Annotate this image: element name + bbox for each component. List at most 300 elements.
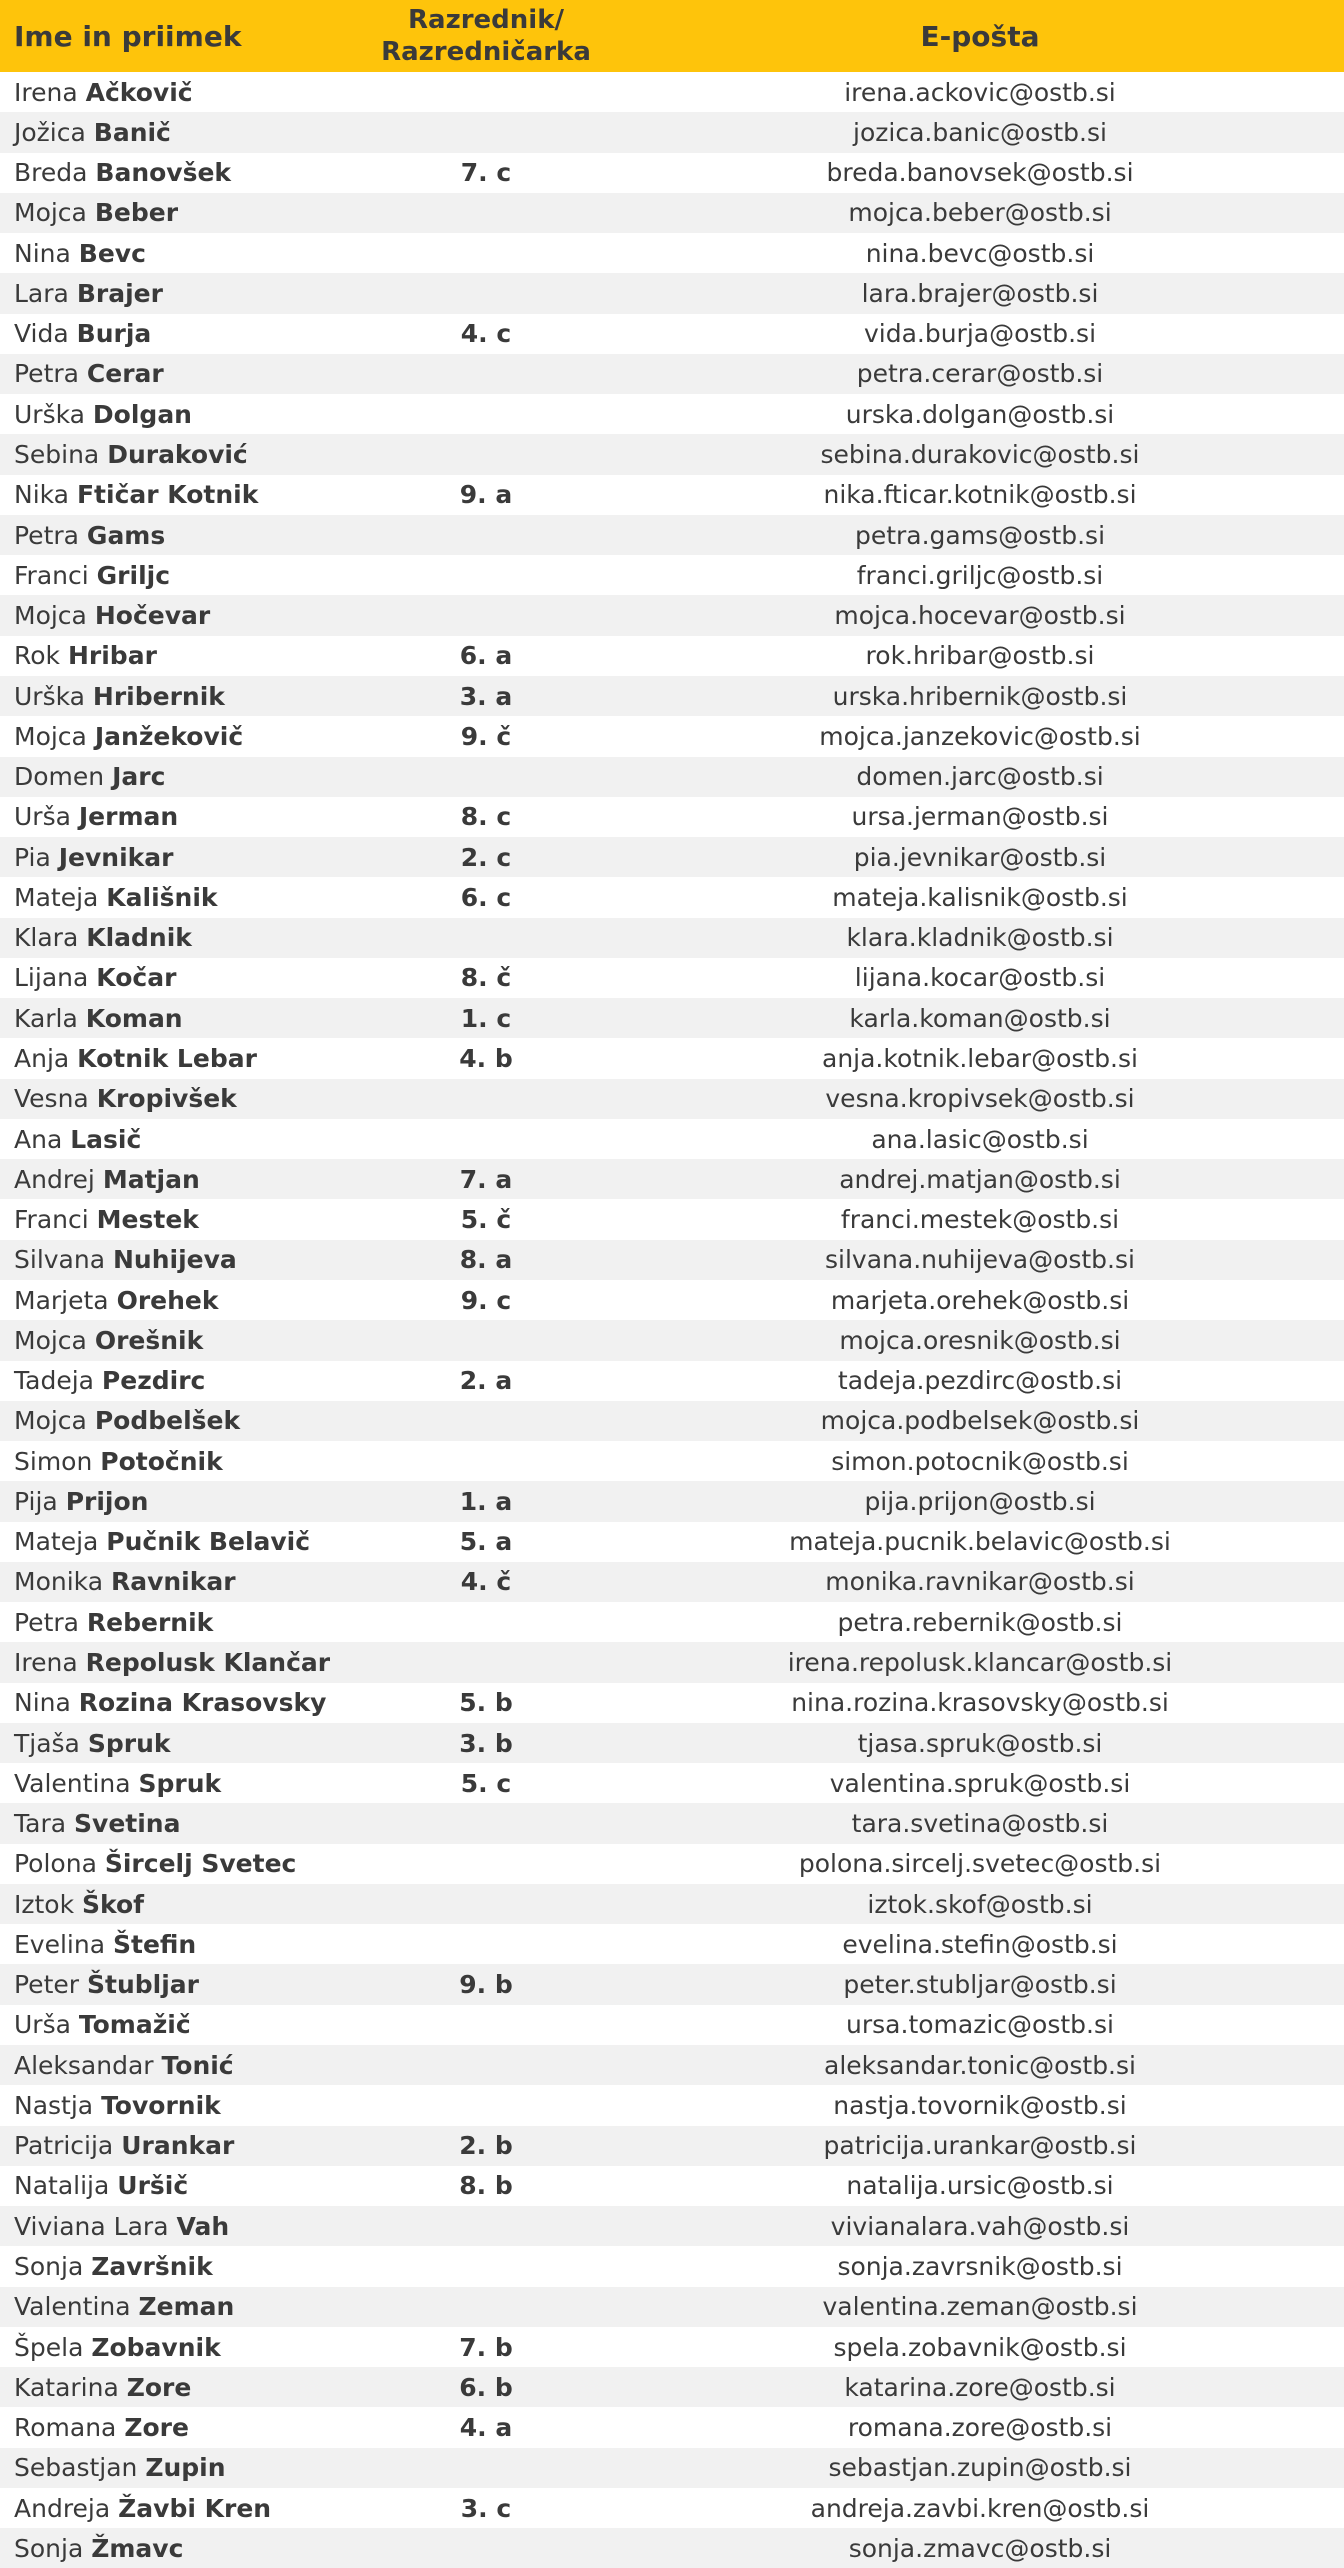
name-cell xyxy=(0,1245,356,1274)
first-name: Romana xyxy=(14,2413,117,2443)
last-name: Jevnikar xyxy=(58,842,174,872)
last-name: Svetina xyxy=(74,1809,181,1839)
name-cell xyxy=(0,1809,356,1838)
table-row xyxy=(0,757,1344,797)
email-cell: vivianalara.vah@ostb.si xyxy=(830,2211,1130,2241)
email-cell: spela.zobavnik@ostb.si xyxy=(833,2332,1127,2362)
name-cell xyxy=(0,2333,356,2362)
name-cell xyxy=(0,1286,356,1315)
last-name: Hribernik xyxy=(92,681,225,711)
email-cell: mateja.pucnik.belavic@ostb.si xyxy=(789,1527,1171,1557)
last-name: Bevc xyxy=(78,238,146,268)
email-cell: monika.ravnikar@ostb.si xyxy=(825,1567,1135,1597)
email-cell: ursa.tomazic@ostb.si xyxy=(846,2010,1114,2040)
last-name: Urankar xyxy=(121,2131,235,2161)
last-name: Hribar xyxy=(67,641,157,671)
last-name: Beber xyxy=(94,198,179,228)
name-cell xyxy=(0,1205,356,1234)
class-cell: 5. a xyxy=(459,1527,513,1557)
last-name: Rebernik xyxy=(86,1607,214,1637)
first-name: Mateja xyxy=(14,1527,99,1557)
table-row xyxy=(0,2206,1344,2246)
name-cell xyxy=(0,2453,356,2482)
first-name: Andreja xyxy=(14,2493,111,2523)
name-cell xyxy=(0,1165,356,1194)
email-cell: tjasa.spruk@ostb.si xyxy=(857,1728,1103,1758)
class-cell: 6. b xyxy=(459,2372,513,2402)
name-cell xyxy=(0,1688,356,1717)
last-name: Nuhijeva xyxy=(113,1245,237,1275)
name-cell xyxy=(0,641,356,670)
name-cell xyxy=(0,2413,356,2442)
last-name: Lasič xyxy=(70,1124,142,1154)
first-name: Viviana Lara xyxy=(14,2211,169,2241)
last-name: Kotnik Lebar xyxy=(77,1044,257,1073)
last-name: Štubljar xyxy=(86,1970,199,2000)
table-row xyxy=(0,877,1344,917)
first-name: Mateja xyxy=(14,882,99,912)
last-name: Zeman xyxy=(138,2292,235,2322)
table-row xyxy=(0,1280,1344,1320)
email-cell: sebastjan.zupin@ostb.si xyxy=(828,2453,1132,2483)
email-cell: tadeja.pezdirc@ostb.si xyxy=(837,1366,1123,1396)
table-row xyxy=(0,1320,1344,1360)
email-cell: nina.rozina.krasovsky@ostb.si xyxy=(791,1688,1169,1718)
table-row xyxy=(0,1038,1344,1078)
last-name: Koman xyxy=(85,1003,183,1033)
first-name: Urška xyxy=(14,399,85,429)
first-name: Nastja xyxy=(14,2090,94,2120)
email-cell: sonja.zmavc@ostb.si xyxy=(848,2533,1112,2563)
first-name: Špela xyxy=(14,2332,84,2362)
first-name: Lijana xyxy=(14,963,89,993)
name-cell xyxy=(0,1729,356,1758)
header-name: Ime in priimek xyxy=(14,19,242,53)
last-name: Zore xyxy=(126,2372,192,2402)
last-name: Orehek xyxy=(116,1285,219,1315)
name-cell xyxy=(0,1849,356,1878)
email-cell: mojca.janzekovic@ostb.si xyxy=(819,721,1141,751)
email-cell: domen.jarc@ostb.si xyxy=(856,762,1104,792)
name-cell xyxy=(0,2212,356,2241)
first-name: Katarina xyxy=(14,2372,119,2402)
header-email: E-pošta xyxy=(920,19,1040,53)
first-name: Mojca xyxy=(14,601,87,631)
first-name: Franci xyxy=(14,1205,89,1235)
table-row xyxy=(0,837,1344,877)
table-row xyxy=(0,2005,1344,2045)
last-name: Matjan xyxy=(102,1164,200,1194)
email-cell: pia.jevnikar@ostb.si xyxy=(853,842,1107,872)
table-row xyxy=(0,676,1344,716)
name-cell xyxy=(0,1930,356,1959)
class-cell: 8. c xyxy=(460,802,512,832)
table-row xyxy=(0,555,1344,595)
first-name: Pia xyxy=(14,842,51,872)
first-name: Anja xyxy=(14,1044,70,1073)
table-row xyxy=(0,72,1344,112)
email-cell: silvana.nuhijeva@ostb.si xyxy=(825,1245,1135,1275)
email-cell: lara.brajer@ostb.si xyxy=(861,278,1099,308)
table-row xyxy=(0,2126,1344,2166)
name-cell xyxy=(0,2494,356,2523)
email-cell: karla.koman@ostb.si xyxy=(849,1003,1111,1033)
email-cell: valentina.spruk@ostb.si xyxy=(829,1768,1131,1798)
email-cell: breda.banovsek@ostb.si xyxy=(826,158,1134,188)
last-name: Cerar xyxy=(86,359,164,389)
class-cell: 3. a xyxy=(459,681,513,711)
class-cell: 7. a xyxy=(459,1164,513,1194)
class-cell: 2. b xyxy=(459,2131,513,2161)
first-name: Tjaša xyxy=(14,1728,80,1758)
email-cell: marjeta.orehek@ostb.si xyxy=(830,1285,1130,1315)
first-name: Urša xyxy=(14,802,71,832)
email-cell: irena.repolusk.klancar@ostb.si xyxy=(787,1647,1173,1677)
name-cell xyxy=(0,279,356,308)
header-class-line2: Razredničarka xyxy=(381,37,591,67)
table-row xyxy=(0,2045,1344,2085)
last-name: Tomažič xyxy=(78,2010,191,2040)
email-cell: petra.cerar@ostb.si xyxy=(856,359,1104,389)
last-name: Tonić xyxy=(161,2050,234,2080)
last-name: Jerman xyxy=(78,802,179,832)
name-cell xyxy=(0,1406,356,1435)
email-cell: patricija.urankar@ostb.si xyxy=(823,2131,1137,2161)
name-cell xyxy=(0,239,356,268)
table-row xyxy=(0,1401,1344,1441)
last-name: Kladnik xyxy=(86,923,192,953)
name-cell xyxy=(0,802,356,831)
name-cell xyxy=(0,762,356,791)
email-cell: mateja.kalisnik@ostb.si xyxy=(832,882,1128,912)
first-name: Simon xyxy=(14,1446,93,1476)
last-name: Banovšek xyxy=(95,158,232,188)
first-name: Tadeja xyxy=(14,1366,94,1396)
last-name: Banič xyxy=(93,117,171,147)
email-cell: rok.hribar@ostb.si xyxy=(865,641,1095,671)
first-name: Lara xyxy=(14,278,69,308)
last-name: Gams xyxy=(86,520,166,550)
last-name: Zore xyxy=(124,2413,189,2443)
table-row xyxy=(0,515,1344,555)
name-cell xyxy=(0,2171,356,2200)
name-cell xyxy=(0,2534,356,2563)
class-cell: 8. č xyxy=(460,963,512,993)
last-name: Jarc xyxy=(112,762,166,792)
last-name: Brajer xyxy=(76,278,163,308)
first-name: Pija xyxy=(14,1486,58,1516)
email-cell: urska.hribernik@ostb.si xyxy=(832,681,1128,711)
email-cell: vida.burja@ostb.si xyxy=(863,319,1097,349)
table-row xyxy=(0,354,1344,394)
table-row xyxy=(0,636,1344,676)
first-name: Klara xyxy=(14,923,79,953)
last-name: Mestek xyxy=(96,1205,199,1235)
first-name: Iztok xyxy=(14,1889,75,1919)
first-name: Vesna xyxy=(14,1084,89,1114)
email-cell: lijana.kocar@ostb.si xyxy=(854,963,1106,993)
first-name: Aleksandar xyxy=(14,2050,154,2080)
first-name: Ana xyxy=(14,1124,63,1154)
last-name: Vah xyxy=(176,2211,230,2241)
name-cell xyxy=(0,2252,356,2281)
class-cell: 8. a xyxy=(459,1245,513,1275)
table-row xyxy=(0,958,1344,998)
first-name: Mojca xyxy=(14,198,87,228)
class-cell: 9. b xyxy=(459,1970,513,2000)
class-cell: 7. b xyxy=(459,2332,513,2362)
name-cell xyxy=(0,963,356,992)
email-cell: nika.fticar.kotnik@ostb.si xyxy=(823,480,1137,510)
table-row xyxy=(0,193,1344,233)
email-cell: nastja.tovornik@ostb.si xyxy=(833,2090,1127,2120)
first-name: Tara xyxy=(14,1809,67,1839)
last-name: Tovornik xyxy=(101,2090,221,2120)
table-row xyxy=(0,1642,1344,1682)
first-name: Sonja xyxy=(14,2533,84,2563)
table-row xyxy=(0,1159,1344,1199)
first-name: Vida xyxy=(14,319,69,349)
first-name: Patricija xyxy=(14,2131,114,2161)
first-name: Silvana xyxy=(14,1245,106,1275)
class-cell: 5. b xyxy=(459,1688,513,1718)
table-row xyxy=(0,2327,1344,2367)
email-cell: mojca.hocevar@ostb.si xyxy=(834,601,1126,631)
table-row xyxy=(0,2085,1344,2125)
email-cell: tara.svetina@ostb.si xyxy=(851,1809,1109,1839)
last-name: Potočnik xyxy=(100,1446,223,1476)
name-cell xyxy=(0,1527,356,1556)
table-row xyxy=(0,1119,1344,1159)
last-name: Ačkovič xyxy=(85,77,193,107)
email-cell: franci.griljc@ostb.si xyxy=(856,560,1104,590)
first-name: Sonja xyxy=(14,2251,84,2281)
name-cell xyxy=(0,78,356,107)
class-cell: 6. a xyxy=(459,641,513,671)
email-cell: iztok.skof@ostb.si xyxy=(867,1889,1093,1919)
last-name: Ftičar Kotnik xyxy=(76,480,259,510)
class-cell: 4. a xyxy=(459,2413,513,2443)
table-row xyxy=(0,716,1344,756)
name-cell xyxy=(0,1487,356,1516)
last-name: Kališnik xyxy=(106,882,218,912)
name-cell xyxy=(0,400,356,429)
email-cell: mojca.podbelsek@ostb.si xyxy=(820,1406,1140,1436)
email-cell: peter.stubljar@ostb.si xyxy=(843,1970,1117,2000)
table-row xyxy=(0,2528,1344,2568)
first-name: Sebina xyxy=(14,440,100,470)
email-cell: simon.potocnik@ostb.si xyxy=(831,1446,1129,1476)
class-cell: 4. b xyxy=(459,1044,513,1073)
class-cell: 9. c xyxy=(460,1285,512,1315)
last-name: Griljc xyxy=(96,560,171,590)
last-name: Repolusk Klančar xyxy=(85,1647,331,1677)
email-cell: natalija.ursic@ostb.si xyxy=(846,2171,1114,2201)
table-row xyxy=(0,2448,1344,2488)
last-name: Duraković xyxy=(107,440,248,470)
class-cell: 2. c xyxy=(460,842,512,872)
table-row xyxy=(0,1884,1344,1924)
table-row xyxy=(0,273,1344,313)
first-name: Irena xyxy=(14,1647,78,1677)
table-header xyxy=(0,0,1344,72)
email-cell: ana.lasic@ostb.si xyxy=(871,1124,1089,1154)
last-name: Orešnik xyxy=(94,1325,204,1355)
name-cell xyxy=(0,1326,356,1355)
last-name: Uršič xyxy=(117,2171,189,2201)
class-cell: 4. č xyxy=(460,1567,512,1597)
email-cell: pija.prijon@ostb.si xyxy=(864,1486,1096,1516)
name-cell xyxy=(0,1648,356,1677)
name-cell xyxy=(0,1447,356,1476)
first-name: Franci xyxy=(14,560,89,590)
first-name: Mojca xyxy=(14,721,87,751)
table-row xyxy=(0,1240,1344,1280)
table-row xyxy=(0,1199,1344,1239)
header-class-line1: Razrednik/ xyxy=(408,5,564,35)
last-name: Žavbi Kren xyxy=(118,2493,272,2523)
last-name: Kočar xyxy=(96,963,177,993)
last-name: Burja xyxy=(76,319,152,349)
last-name: Šircelj Svetec xyxy=(104,1849,297,1879)
table-row xyxy=(0,998,1344,1038)
first-name: Mojca xyxy=(14,1325,87,1355)
last-name: Dolgan xyxy=(92,399,192,429)
class-cell: 8. b xyxy=(459,2171,513,2201)
first-name: Urška xyxy=(14,681,85,711)
name-cell xyxy=(0,682,356,711)
first-name: Irena xyxy=(14,77,78,107)
table-row xyxy=(0,1763,1344,1803)
table-row xyxy=(0,475,1344,515)
first-name: Karla xyxy=(14,1003,78,1033)
email-cell: urska.dolgan@ostb.si xyxy=(845,399,1115,429)
table-row xyxy=(0,314,1344,354)
name-cell xyxy=(0,1567,356,1596)
class-cell: 1. c xyxy=(460,1003,512,1033)
name-cell xyxy=(0,2091,356,2120)
email-cell: andreja.zavbi.kren@ostb.si xyxy=(810,2493,1150,2523)
first-name: Nina xyxy=(14,1688,71,1718)
name-cell xyxy=(0,319,356,348)
table-row xyxy=(0,918,1344,958)
first-name: Rok xyxy=(14,641,61,671)
first-name: Sebastjan xyxy=(14,2453,138,2483)
last-name: Rozina Krasovsky xyxy=(78,1688,327,1718)
email-cell: andrej.matjan@ostb.si xyxy=(839,1164,1121,1194)
table-row xyxy=(0,112,1344,152)
name-cell xyxy=(0,601,356,630)
table-row xyxy=(0,1602,1344,1642)
first-name: Jožica xyxy=(14,117,86,147)
name-cell xyxy=(0,1608,356,1637)
last-name: Zobavnik xyxy=(91,2332,221,2362)
name-cell xyxy=(0,1044,356,1073)
header-class xyxy=(356,4,616,68)
class-cell: 2. a xyxy=(459,1366,513,1396)
name-cell xyxy=(0,923,356,952)
email-cell: valentina.zeman@ostb.si xyxy=(822,2292,1138,2322)
email-cell: sonja.zavrsnik@ostb.si xyxy=(837,2251,1123,2281)
email-cell: mojca.oresnik@ostb.si xyxy=(839,1325,1121,1355)
last-name: Spruk xyxy=(138,1768,222,1798)
email-cell: polona.sircelj.svetec@ostb.si xyxy=(798,1849,1162,1879)
name-cell xyxy=(0,1890,356,1919)
table-row xyxy=(0,1844,1344,1884)
class-cell: 9. č xyxy=(460,721,512,751)
table-row xyxy=(0,1723,1344,1763)
name-cell xyxy=(0,158,356,187)
last-name: Prijon xyxy=(65,1486,149,1516)
email-cell: ursa.jerman@ostb.si xyxy=(851,802,1109,832)
table-row xyxy=(0,1441,1344,1481)
name-cell xyxy=(0,198,356,227)
name-cell xyxy=(0,2292,356,2321)
table-row xyxy=(0,1964,1344,2004)
class-cell: 4. c xyxy=(460,319,512,349)
first-name: Monika xyxy=(14,1567,104,1597)
first-name: Petra xyxy=(14,1607,79,1637)
table-row xyxy=(0,2246,1344,2286)
first-name: Valentina xyxy=(14,1768,131,1798)
name-cell xyxy=(0,440,356,469)
name-cell xyxy=(0,359,356,388)
last-name: Pezdirc xyxy=(101,1366,206,1396)
table-row xyxy=(0,233,1344,273)
last-name: Hočevar xyxy=(94,601,211,631)
table-row xyxy=(0,2287,1344,2327)
name-cell xyxy=(0,843,356,872)
last-name: Žmavc xyxy=(91,2533,184,2563)
first-name: Mojca xyxy=(14,1406,87,1436)
first-name: Valentina xyxy=(14,2292,131,2322)
name-cell xyxy=(0,2131,356,2160)
table-row xyxy=(0,595,1344,635)
email-cell: evelina.stefin@ostb.si xyxy=(842,1929,1118,1959)
email-cell: anja.kotnik.lebar@ostb.si xyxy=(822,1044,1138,1073)
first-name: Domen xyxy=(14,762,105,792)
name-cell xyxy=(0,722,356,751)
name-cell xyxy=(0,1125,356,1154)
last-name: Ravnikar xyxy=(110,1567,236,1597)
email-cell: klara.kladnik@ostb.si xyxy=(846,923,1114,953)
email-cell: romana.zore@ostb.si xyxy=(847,2413,1113,2443)
last-name: Podbelšek xyxy=(94,1406,241,1436)
last-name: Kropivšek xyxy=(96,1084,237,1114)
name-cell xyxy=(0,1769,356,1798)
name-cell xyxy=(0,480,356,509)
table-row xyxy=(0,2407,1344,2447)
table-row xyxy=(0,1079,1344,1119)
table-row xyxy=(0,2166,1344,2206)
last-name: Završnik xyxy=(91,2251,213,2281)
name-cell xyxy=(0,883,356,912)
table-row xyxy=(0,1522,1344,1562)
email-cell: vesna.kropivsek@ostb.si xyxy=(825,1084,1135,1114)
email-cell: petra.rebernik@ostb.si xyxy=(837,1607,1123,1637)
class-cell: 3. c xyxy=(460,2493,512,2523)
email-cell: irena.ackovic@ostb.si xyxy=(844,77,1116,107)
table-row xyxy=(0,2488,1344,2528)
class-cell: 5. c xyxy=(460,1768,512,1798)
name-cell xyxy=(0,1970,356,1999)
first-name: Peter xyxy=(14,1970,80,2000)
table-row xyxy=(0,1481,1344,1521)
email-cell: jozica.banic@ostb.si xyxy=(853,117,1107,147)
email-cell: mojca.beber@ostb.si xyxy=(848,198,1112,228)
name-cell xyxy=(0,2373,356,2402)
email-cell: petra.gams@ostb.si xyxy=(854,520,1106,550)
